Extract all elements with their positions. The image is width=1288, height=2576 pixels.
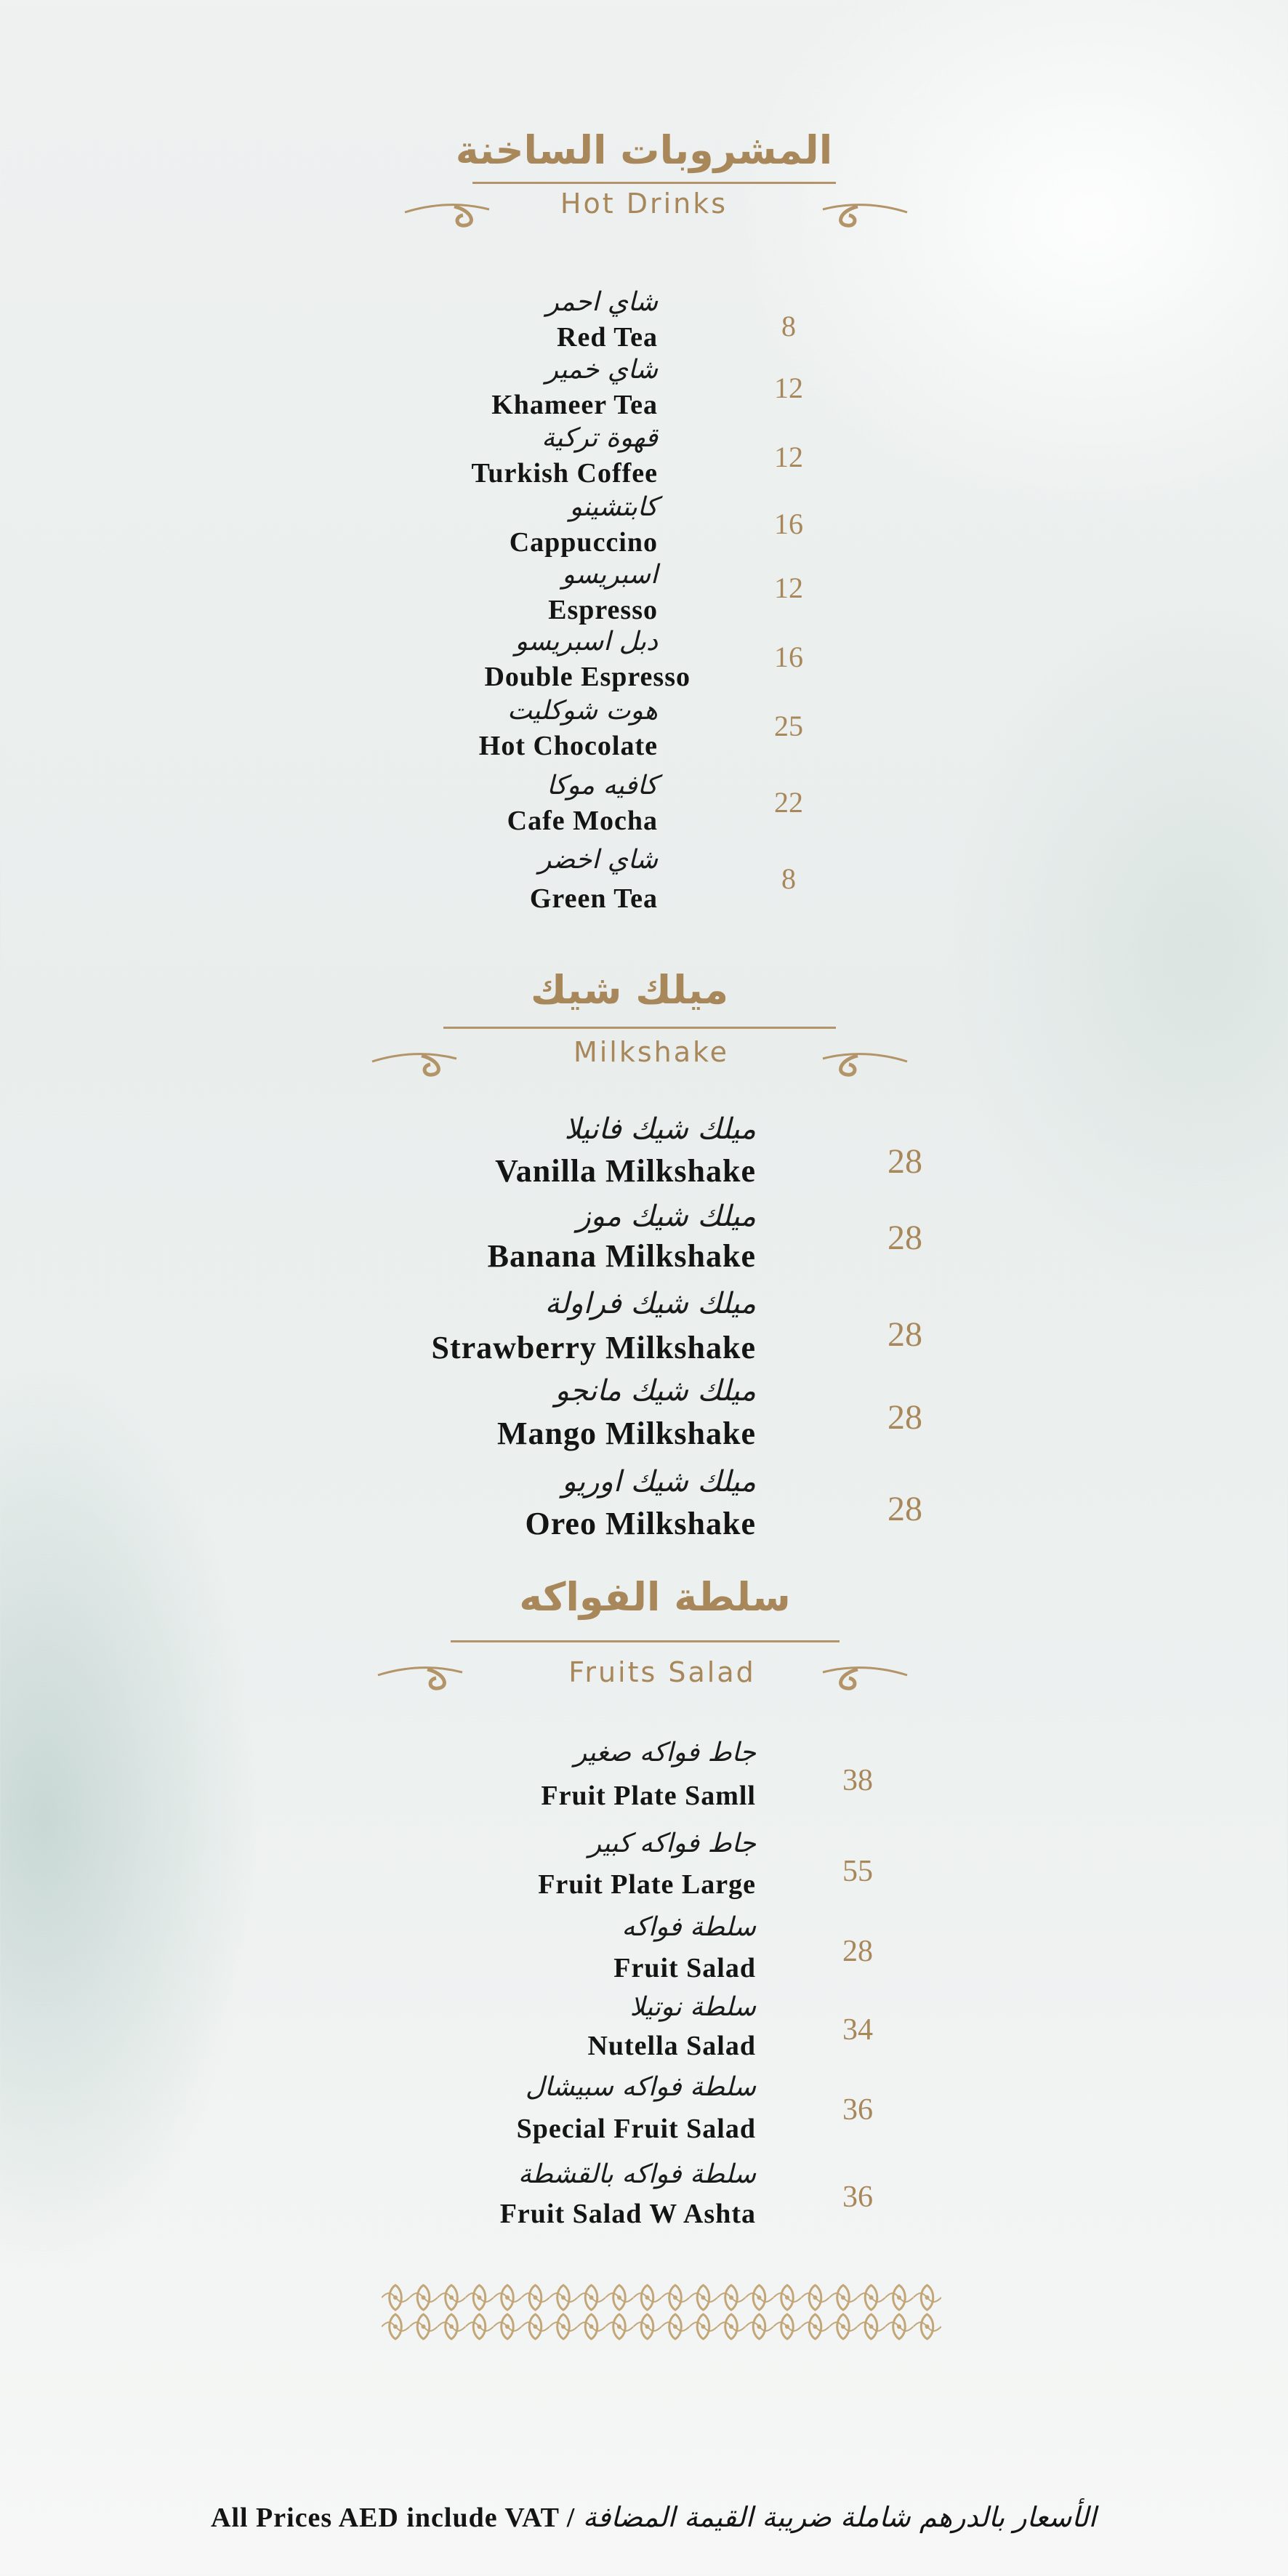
- item-price: 38: [842, 1764, 873, 1797]
- item-name-english: Fruit Salad: [613, 1953, 756, 1983]
- vat-notice-english: All Prices AED include VAT /: [211, 2503, 583, 2533]
- item-price: 8: [781, 862, 796, 895]
- menu-item: [407, 355, 658, 420]
- item-price: 25: [774, 710, 803, 742]
- item-name-english: Cappuccino: [509, 527, 658, 558]
- section-title-english: Fruits Salad: [568, 1656, 756, 1688]
- item-name-arabic: هوت شوكليت: [507, 696, 658, 726]
- right-flourish-icon: [821, 1046, 909, 1082]
- menu-item: [407, 2159, 756, 2239]
- item-name-arabic: ميلك شيك مانجو: [555, 1374, 756, 1408]
- item-name-arabic: سلطة نوتيلا: [629, 1992, 756, 2022]
- item-name-english: Vanilla Milkshake: [495, 1153, 756, 1189]
- ornament-border: [382, 2283, 941, 2341]
- item-name-english: Espresso: [548, 595, 658, 625]
- item-name-english: Khameer Tea: [491, 390, 658, 420]
- item-name-arabic: سلطة فواكه سبيشال: [525, 2072, 756, 2102]
- item-name-english: Turkish Coffee: [471, 458, 658, 489]
- menu-item: [407, 1738, 756, 1818]
- item-name-arabic: جاط فواكه صغير: [573, 1738, 756, 1768]
- menu-item: [407, 287, 658, 353]
- item-price: 28: [887, 1315, 922, 1354]
- item-name-arabic: كابتشينو: [569, 492, 658, 522]
- item-name-english: Special Fruit Salad: [516, 2114, 756, 2144]
- item-name-arabic: شاي خمير: [545, 355, 658, 385]
- item-name-arabic: اسبريسو: [562, 560, 658, 590]
- menu-item: [407, 2072, 756, 2152]
- menu-item: [363, 1465, 756, 1545]
- menu-item: [407, 845, 658, 914]
- menu-item: [363, 1112, 756, 1192]
- item-name-english: Mango Milkshake: [496, 1416, 756, 1451]
- item-price: 28: [887, 1142, 922, 1181]
- item-name-arabic: سلطة فواكه بالقشطة: [518, 2159, 756, 2189]
- left-flourish-icon: [377, 1659, 464, 1696]
- item-name-english: Double Espresso: [484, 662, 691, 692]
- item-name-english: Cafe Mocha: [507, 806, 658, 836]
- item-name-english: Red Tea: [557, 322, 658, 353]
- item-name-arabic: دبل اسبريسو: [515, 627, 658, 657]
- section-title-english: Milkshake: [573, 1036, 730, 1068]
- item-price: 12: [774, 571, 803, 604]
- item-name-arabic: ميلك شيك فانيلا: [564, 1112, 756, 1146]
- menu-item: [407, 696, 658, 761]
- section-divider: [443, 1027, 836, 1029]
- right-flourish-icon: [821, 196, 909, 233]
- item-price: 22: [774, 786, 803, 819]
- menu-item: [363, 1287, 756, 1367]
- item-name-english: Green Tea: [529, 883, 658, 914]
- section-title-arabic: سلطة الفواكه: [519, 1574, 791, 1620]
- item-price: 12: [774, 441, 803, 473]
- menu-item: [407, 1829, 756, 1909]
- section-title-english: Hot Drinks: [560, 188, 728, 220]
- menu-item: [407, 560, 658, 625]
- item-name-arabic: شاي احمر: [546, 287, 658, 317]
- menu-item: [407, 1912, 756, 1992]
- left-flourish-icon: [371, 1046, 458, 1082]
- item-name-arabic: ميلك شيك موز: [576, 1200, 756, 1233]
- menu-item: [407, 423, 658, 489]
- item-price: 16: [774, 507, 803, 540]
- item-price: 28: [842, 1935, 873, 1968]
- item-price: 8: [781, 310, 796, 342]
- vat-notice-arabic: الأسعار بالدرهم شاملة ضريبة القيمة المضافة: [582, 2501, 1097, 2533]
- section-title-arabic: ميلك شيك: [530, 967, 729, 1013]
- item-name-arabic: شاي اخضر: [538, 845, 658, 875]
- menu-item: [407, 1992, 756, 2072]
- section-divider: [451, 1640, 840, 1642]
- menu-item: [407, 492, 658, 558]
- item-name-english: Nutella Salad: [587, 2031, 756, 2061]
- section-title-arabic: المشروبات الساخنة: [455, 127, 833, 173]
- item-name-arabic: جاط فواكه كبير: [588, 1829, 756, 1858]
- item-price: 28: [887, 1490, 922, 1528]
- item-name-english: Fruit Plate Samll: [541, 1781, 756, 1811]
- item-name-english: Oreo Milkshake: [525, 1506, 756, 1541]
- item-name-arabic: ميلك شيك فراولة: [544, 1287, 756, 1320]
- item-price: 36: [842, 2093, 873, 2127]
- menu-item: [363, 1374, 756, 1454]
- item-name-arabic: قهوة تركية: [542, 423, 658, 453]
- left-flourish-icon: [403, 196, 491, 233]
- item-name-english: Strawberry Milkshake: [431, 1330, 756, 1365]
- item-price: 28: [887, 1398, 922, 1437]
- item-price: 28: [887, 1219, 922, 1257]
- item-name-english: Hot Chocolate: [478, 731, 658, 761]
- vat-notice: [211, 2501, 1096, 2534]
- item-name-arabic: سلطة فواكه: [621, 1912, 756, 1942]
- section-divider: [472, 182, 836, 184]
- item-name-english: Banana Milkshake: [487, 1238, 756, 1274]
- right-flourish-icon: [821, 1659, 909, 1696]
- menu-item: [407, 771, 658, 836]
- item-price: 34: [842, 2013, 873, 2047]
- item-price: 55: [842, 1855, 873, 1888]
- item-name-english: Fruit Plate Large: [538, 1869, 756, 1900]
- menu-item: [363, 1200, 756, 1280]
- item-price: 36: [842, 2180, 873, 2214]
- item-name-arabic: كافيه موكا: [547, 771, 658, 801]
- menu-item: [407, 627, 691, 692]
- item-price: 16: [774, 641, 803, 673]
- item-name-english: Fruit Salad W Ashta: [499, 2199, 756, 2229]
- item-name-arabic: ميلك شيك اوريو: [562, 1465, 756, 1498]
- item-price: 12: [774, 372, 803, 404]
